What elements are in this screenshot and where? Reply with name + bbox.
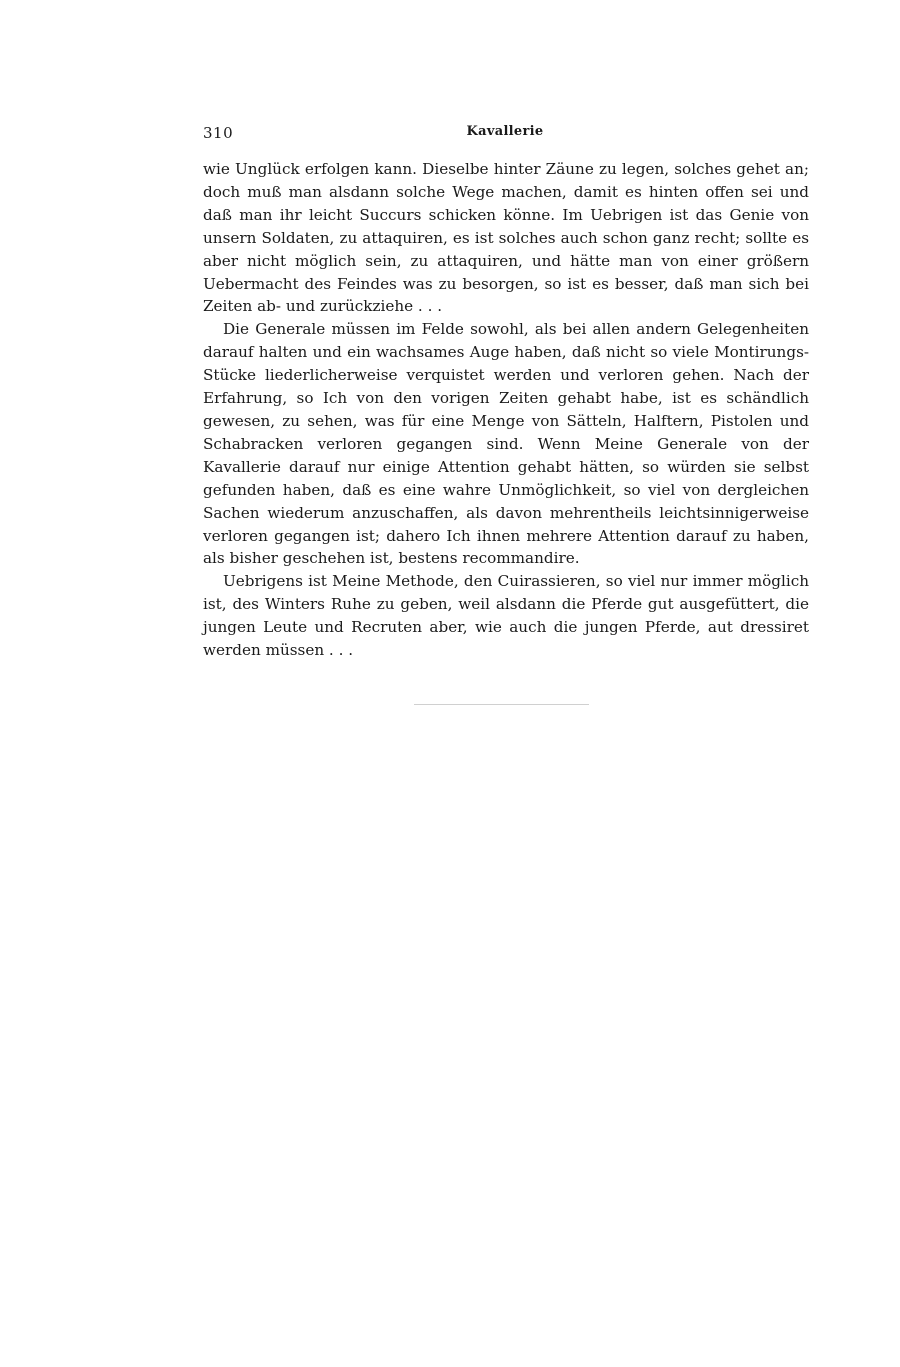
section-end-rule — [414, 704, 589, 705]
running-title: Kavallerie — [466, 124, 544, 139]
body-text — [203, 158, 809, 662]
paragraph-2: Die Generale müssen im Felde sowohl, als bei allen andern Gelegenheiten darauf halten und ein wachsames Auge haben, daß nicht so viele Montirungs-Stücke liederlicherweise verquistet werden und verloren gehen. Nach der Erfahrung, so Ich von den vorigen Zeiten gehabt habe, ist es schändlich gewesen, zu sehen, was für eine Menge von Sätteln, Halftern, Pistolen und Schabracken verloren gegangen sind. Wenn Meine Generale von der Kavallerie darauf nur einige Attention gehabt hätten, so würden sie selbst gefunden haben, daß es eine wahre Unmöglichkeit, so viel von dergleichen Sachen wiederum anzuschaffen, als davon mehrentheils leichtsinnigerweise verloren gegangen ist; dahero Ich ihnen mehrere Attention darauf zu haben, als bisher geschehen ist, bestens recommandire. — [203, 320, 809, 568]
paragraph-1: wie Unglück erfolgen kann. Dieselbe hinter Zäune zu legen, solches gehet an; doch muß man alsdann solche Wege machen, damit es hinten offen sei und daß man ihr leicht Succurs schicken könne. Im Uebrigen ist das Genie von unsern Soldaten, zu attaquiren, es ist solches auch schon ganz recht; sollte es aber nicht möglich sein, zu attaquiren, und hätte man von einer größern Uebermacht des Feindes was zu besorgen, so ist es besser, daß man sich bei Zeiten ab- und zurückziehe . . . — [203, 160, 809, 316]
page-number: 310 — [203, 124, 234, 142]
paragraph-3: Uebrigens ist Meine Methode, den Cuirassieren, so viel nur immer möglich ist, des Winters Ruhe zu geben, weil alsdann die Pferde gut ausgefüttert, die jungen Leute und Recruten aber, wie auch die jungen Pferde, aut dressiret werden müssen . . . — [203, 572, 809, 660]
